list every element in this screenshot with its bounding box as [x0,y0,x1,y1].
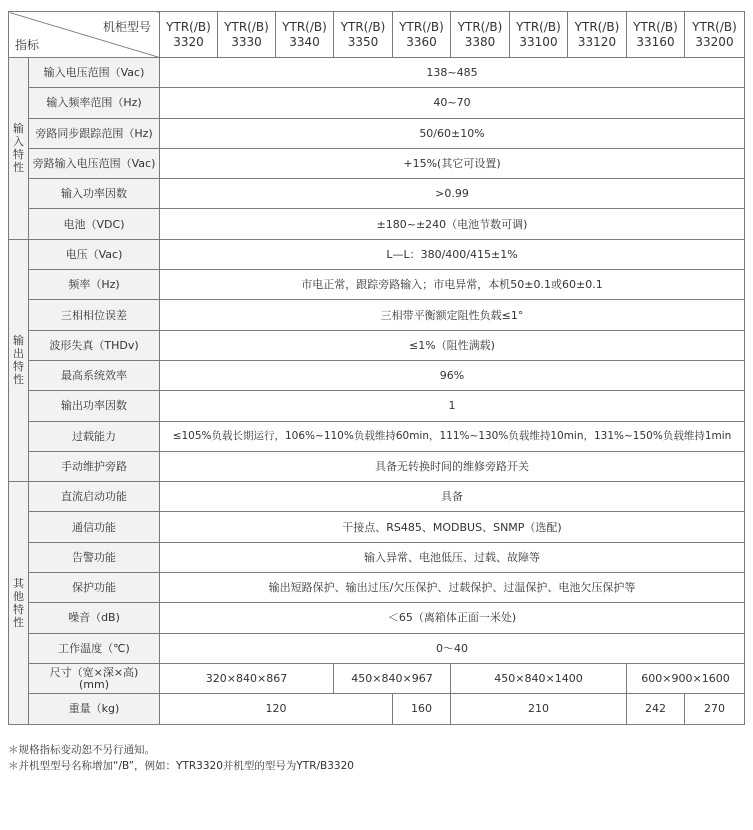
row-value: 干接点、RS485、MODBUS、SNMP（选配) [160,512,745,542]
weight-value: 160 [393,694,451,724]
row-value: 0～40 [160,633,745,663]
row-label: 输入电压范围（Vac) [29,58,160,88]
table-row [9,58,745,88]
table-row [9,118,745,148]
group-output: 输 出 特 性 [9,239,29,481]
row-value: ±180~±240（电池节数可调) [160,209,745,239]
row-label: 电压（Vac) [29,239,160,269]
row-label: 波形失真（THDv) [29,330,160,360]
model-header-3320: YTR(/B) 3320 [160,12,218,58]
group-input: 输 入 特 性 [9,58,29,240]
row-value: 输出短路保护、输出过压/欠压保护、过载保护、过温保护、电池欠压保护等 [160,573,745,603]
weight-value: 210 [451,694,627,724]
row-label: 三相相位误差 [29,300,160,330]
table-row [9,633,745,663]
table-row [9,239,745,269]
row-label: 频率（Hz) [29,270,160,300]
model-header-33120: YTR(/B) 33120 [568,12,627,58]
row-value: >0.99 [160,179,745,209]
header-row [9,12,745,58]
model-header-3330: YTR(/B) 3330 [218,12,276,58]
table-row-size [9,663,745,693]
header-corner-cell [9,12,160,58]
footnote: ＊并机型型号名称增加“/B”，例如：YTR3320并机型的型号为YTR/B3320 [8,760,354,772]
row-value: 138~485 [160,58,745,88]
footnotes [8,742,354,774]
row-label: 噪音（dB) [29,603,160,633]
table-row [9,421,745,451]
model-header-3360: YTR(/B) 3360 [393,12,451,58]
model-header-3340: YTR(/B) 3340 [276,12,334,58]
row-value: ≤105%负载长期运行，106%~110%负载维持60min，111%~130%负载维持10min，131%~150%负载维持1min [160,421,745,451]
row-value: ≤1%（阻性满载) [160,330,745,360]
row-label: 告警功能 [29,542,160,572]
row-label: 手动维护旁路 [29,451,160,481]
row-label: 直流启动功能 [29,482,160,512]
model-header-3380: YTR(/B) 3380 [451,12,510,58]
table-row [9,179,745,209]
weight-value: 120 [160,694,393,724]
header-index-label: 指标 [15,38,40,52]
table-row [9,88,745,118]
row-label: 旁路输入电压范围（Vac) [29,148,160,178]
model-header-3350: YTR(/B) 3350 [334,12,393,58]
row-value: 三相带平衡额定阻性负载≤1° [160,300,745,330]
table-row [9,573,745,603]
row-value: L—L：380/400/415±1% [160,239,745,269]
table-row [9,482,745,512]
size-value: 450×840×1400 [451,663,627,693]
spec-table [8,11,745,725]
row-value: 96% [160,360,745,390]
row-value: 具备无转换时间的维修旁路开关 [160,451,745,481]
size-value: 600×900×1600 [627,663,745,693]
table-row [9,330,745,360]
row-label-weight: 重量（kg) [29,694,160,724]
weight-value: 242 [627,694,685,724]
row-value: 市电正常，跟踪旁路输入；市电异常，本机50±0.1或60±0.1 [160,270,745,300]
model-header-33200: YTR(/B) 33200 [685,12,745,58]
table-row-weight [9,694,745,724]
row-value: 输入异常、电池低压、过载、故障等 [160,542,745,572]
model-header-33100: YTR(/B) 33100 [510,12,568,58]
row-label: 最高系统效率 [29,360,160,390]
row-label: 旁路同步跟踪范围（Hz) [29,118,160,148]
row-label: 输入频率范围（Hz) [29,88,160,118]
row-value: 50/60±10% [160,118,745,148]
table-row [9,391,745,421]
row-value: 1 [160,391,745,421]
size-value: 450×840×967 [334,663,451,693]
table-row [9,270,745,300]
table-row [9,603,745,633]
table-row [9,451,745,481]
row-label: 保护功能 [29,573,160,603]
row-label-size: 尺寸（宽×深×高) (mm) [29,663,160,693]
footnote: ＊规格指标变动恕不另行通知。 [8,744,155,756]
row-value: 具备 [160,482,745,512]
row-label: 工作温度（℃) [29,633,160,663]
row-label: 电池（VDC) [29,209,160,239]
row-value: ＜65（离箱体正面一米处) [160,603,745,633]
table-row [9,542,745,572]
size-value: 320×840×867 [160,663,334,693]
row-label: 输出功率因数 [29,391,160,421]
model-header-33160: YTR(/B) 33160 [627,12,685,58]
table-row [9,300,745,330]
row-label: 输入功率因数 [29,179,160,209]
weight-value: 270 [685,694,745,724]
row-value: 40~70 [160,88,745,118]
table-row [9,360,745,390]
row-label: 通信功能 [29,512,160,542]
table-row [9,512,745,542]
row-label: 过载能力 [29,421,160,451]
header-model-label: 机柜型号 [102,20,151,34]
group-other: 其 他 特 性 [9,482,29,724]
row-value: +15%(其它可设置) [160,148,745,178]
table-row [9,148,745,178]
table-row [9,209,745,239]
